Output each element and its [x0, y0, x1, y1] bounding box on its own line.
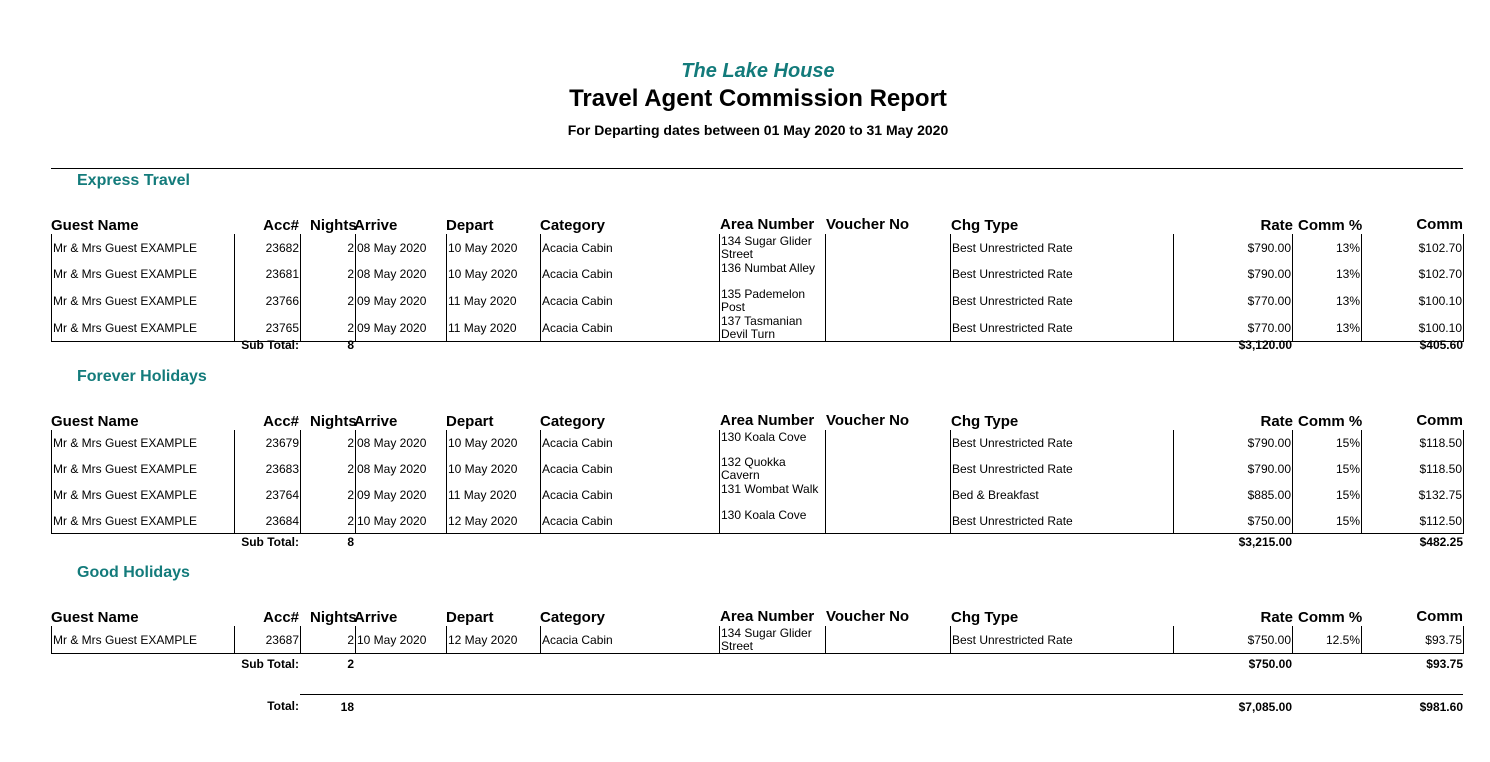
cell-category: Acacia Cabin — [541, 455, 720, 482]
cell-nights: 2 — [301, 314, 356, 342]
cell-nights: 2 — [301, 234, 356, 261]
column-header-acc: Acc# — [263, 413, 299, 430]
cell-voucher — [826, 626, 951, 654]
cell-rate: $750.00 — [1174, 626, 1293, 654]
cell-rate: $790.00 — [1174, 234, 1293, 261]
cell-guest: Mr & Mrs Guest EXAMPLE — [53, 267, 198, 281]
column-header-category: Category — [540, 217, 606, 234]
table-row — [52, 482, 1464, 508]
column-header-chg: Chg Type — [951, 413, 1019, 430]
cell-guest: Mr & Mrs Guest EXAMPLE — [53, 488, 198, 502]
cell-nights: 2 — [301, 626, 356, 654]
table-row — [52, 508, 1464, 534]
cell-voucher — [826, 508, 951, 534]
table-row — [52, 626, 1464, 654]
commission-table — [51, 430, 1464, 534]
column-header-guest: Guest Name — [51, 217, 139, 234]
cell-rate: $750.00 — [1174, 508, 1293, 534]
cell-category: Acacia Cabin — [541, 430, 720, 455]
cell-chg: Best Unrestricted Rate — [951, 314, 1174, 342]
subtotal-rate: $3,215.00 — [1238, 535, 1292, 549]
column-header-rate: Rate — [1260, 217, 1293, 234]
cell-arrive: 08 May 2020 — [356, 430, 447, 455]
cell-comm-pct: 15% — [1293, 430, 1362, 455]
cell-category: Acacia Cabin — [541, 287, 720, 314]
cell-comm: $100.10 — [1362, 287, 1464, 314]
cell-arrive: 09 May 2020 — [356, 482, 447, 508]
cell-acc: 23684 — [235, 508, 301, 534]
cell-comm-pct: 13% — [1293, 314, 1362, 342]
table-row — [52, 234, 1464, 261]
column-header-category: Category — [540, 413, 606, 430]
cell-rate: $770.00 — [1174, 287, 1293, 314]
cell-depart: 11 May 2020 — [447, 482, 541, 508]
cell-chg: Bed & Breakfast — [951, 482, 1174, 508]
cell-nights: 2 — [301, 287, 356, 314]
cell-comm-pct: 15% — [1293, 508, 1362, 534]
column-header-acc: Acc# — [263, 609, 299, 626]
cell-comm: $102.70 — [1362, 234, 1464, 261]
column-header-category: Category — [540, 609, 606, 626]
cell-guest: Mr & Mrs Guest EXAMPLE — [53, 461, 198, 476]
cell-area: 130 Koala Cove — [720, 508, 826, 534]
cell-voucher — [826, 482, 951, 508]
cell-comm: $118.50 — [1362, 455, 1464, 482]
column-header-depart: Depart — [446, 609, 494, 626]
column-header-arrive: Arrive — [354, 217, 398, 234]
column-header-guest: Guest Name — [51, 413, 139, 430]
cell-category: Acacia Cabin — [541, 314, 720, 342]
cell-arrive: 10 May 2020 — [356, 508, 447, 534]
cell-depart: 11 May 2020 — [447, 314, 541, 342]
cell-arrive: 09 May 2020 — [356, 314, 447, 342]
cell-nights: 2 — [301, 261, 356, 287]
cell-voucher — [826, 287, 951, 314]
cell-chg: Best Unrestricted Rate — [951, 261, 1174, 287]
column-header-nights: Nights — [310, 413, 357, 430]
column-header-voucher: Voucher No — [826, 608, 910, 625]
cell-guest: Mr & Mrs Guest EXAMPLE — [53, 435, 198, 450]
cell-area: 131 Wombat Walk — [720, 482, 826, 508]
subtotal-label: Sub Total: — [241, 338, 299, 352]
table-row — [52, 287, 1464, 314]
cell-chg: Best Unrestricted Rate — [951, 626, 1174, 654]
cell-voucher — [826, 314, 951, 342]
table-row — [52, 261, 1464, 287]
cell-depart: 12 May 2020 — [447, 626, 541, 654]
cell-guest: Mr & Mrs Guest EXAMPLE — [52, 314, 235, 342]
subtotal-nights: 8 — [347, 338, 354, 352]
cell-guest: Mr & Mrs Guest EXAMPLE — [52, 508, 235, 534]
cell-chg: Best Unrestricted Rate — [951, 508, 1174, 534]
cell-guest: Mr & Mrs Guest EXAMPLE — [53, 293, 198, 308]
column-header-acc: Acc# — [263, 217, 299, 234]
cell-rate: $770.00 — [1174, 314, 1293, 342]
cell-area: 135 Pademelon Post — [720, 287, 826, 314]
cell-depart: 10 May 2020 — [447, 234, 541, 261]
table-row — [52, 430, 1464, 455]
column-header-nights: Nights — [310, 217, 357, 234]
column-header-voucher: Voucher No — [826, 412, 910, 429]
cell-comm: $100.10 — [1362, 314, 1464, 342]
cell-comm-pct: 12.5% — [1293, 626, 1362, 654]
column-header-depart: Depart — [446, 217, 494, 234]
cell-area: 130 Koala Cove — [720, 430, 826, 455]
column-header-guest: Guest Name — [51, 609, 139, 626]
cell-guest: Mr & Mrs Guest EXAMPLE — [53, 240, 198, 255]
cell-depart: 10 May 2020 — [447, 261, 541, 287]
total-rate: $7,085.00 — [1238, 700, 1292, 714]
subtotal-comm: $482.25 — [1419, 535, 1463, 549]
cell-voucher — [826, 261, 951, 287]
cell-arrive: 08 May 2020 — [356, 234, 447, 261]
agent-name: Forever Holidays — [77, 368, 207, 385]
subtotal-label: Sub Total: — [241, 535, 299, 549]
subtotal-label: Sub Total: — [241, 657, 299, 671]
cell-comm-pct: 15% — [1293, 455, 1362, 482]
commission-table — [51, 234, 1464, 342]
cell-chg: Best Unrestricted Rate — [951, 287, 1174, 314]
cell-category: Acacia Cabin — [541, 626, 720, 654]
cell-acc: 23687 — [235, 626, 301, 654]
cell-category: Acacia Cabin — [541, 508, 720, 534]
cell-area: 134 Sugar Glider Street — [720, 234, 826, 261]
cell-acc: 23679 — [235, 430, 301, 455]
cell-comm-pct: 15% — [1293, 482, 1362, 508]
report-title: Travel Agent Commission Report — [569, 85, 947, 112]
column-header-depart: Depart — [446, 413, 494, 430]
cell-arrive: 09 May 2020 — [356, 287, 447, 314]
column-header-area: Area Number — [720, 216, 815, 233]
subtotal-comm: $405.60 — [1419, 338, 1463, 352]
cell-arrive: 08 May 2020 — [356, 455, 447, 482]
cell-category: Acacia Cabin — [541, 261, 720, 287]
subtotal-rate: $750.00 — [1248, 657, 1292, 671]
column-header-voucher: Voucher No — [826, 216, 910, 233]
total-nights: 18 — [340, 700, 354, 714]
cell-rate: $790.00 — [1174, 261, 1293, 287]
commission-table — [51, 626, 1464, 654]
cell-comm-pct: 13% — [1293, 287, 1362, 314]
cell-acc: 23764 — [235, 482, 301, 508]
cell-nights: 2 — [301, 482, 356, 508]
column-header-comm: Comm — [1416, 608, 1463, 625]
header-divider — [51, 168, 1463, 169]
total-divider — [300, 694, 1463, 695]
cell-acc: 23683 — [235, 455, 301, 482]
column-header-arrive: Arrive — [354, 609, 398, 626]
cell-area: 137 Tasmanian Devil Turn — [720, 314, 826, 342]
cell-chg: Best Unrestricted Rate — [951, 234, 1174, 261]
cell-voucher — [826, 234, 951, 261]
cell-rate: $885.00 — [1174, 482, 1293, 508]
total-label: Total: — [267, 699, 299, 713]
column-header-rate: Rate — [1260, 413, 1293, 430]
cell-guest: Mr & Mrs Guest EXAMPLE — [52, 626, 235, 654]
cell-area: 136 Numbat Alley — [720, 261, 826, 287]
report-subtitle: For Departing dates between 01 May 2020 to 31 May 2020 — [567, 122, 949, 138]
cell-arrive: 08 May 2020 — [356, 261, 447, 287]
subtotal-nights: 2 — [347, 657, 354, 671]
column-header-comm: Comm — [1416, 216, 1463, 233]
agent-name: Good Holidays — [77, 564, 190, 581]
cell-depart: 12 May 2020 — [447, 508, 541, 534]
cell-acc: 23682 — [235, 234, 301, 261]
subtotal-comm: $93.75 — [1426, 657, 1463, 671]
column-header-comm: Comm — [1416, 412, 1463, 429]
cell-depart: 11 May 2020 — [447, 287, 541, 314]
cell-nights: 2 — [301, 455, 356, 482]
subtotal-rate: $3,120.00 — [1238, 338, 1292, 352]
cell-area: 132 Quokka Cavern — [720, 455, 826, 482]
cell-comm: $102.70 — [1362, 261, 1464, 287]
cell-depart: 10 May 2020 — [447, 455, 541, 482]
column-header-nights: Nights — [310, 609, 357, 626]
cell-rate: $790.00 — [1174, 455, 1293, 482]
column-header-chg: Chg Type — [951, 217, 1019, 234]
total-comm: $981.60 — [1419, 700, 1463, 714]
cell-category: Acacia Cabin — [541, 482, 720, 508]
subtotal-nights: 8 — [347, 535, 354, 549]
cell-nights: 2 — [301, 430, 356, 455]
cell-comm: $93.75 — [1362, 626, 1464, 654]
cell-chg: Best Unrestricted Rate — [951, 455, 1174, 482]
agent-name: Express Travel — [77, 172, 190, 189]
cell-acc: 23765 — [235, 314, 301, 342]
cell-rate: $790.00 — [1174, 430, 1293, 455]
column-header-comm-pct: Comm % — [1298, 217, 1363, 234]
cell-chg: Best Unrestricted Rate — [951, 430, 1174, 455]
cell-comm: $132.75 — [1362, 482, 1464, 508]
cell-acc: 23681 — [235, 261, 301, 287]
column-header-rate: Rate — [1260, 609, 1293, 626]
cell-comm: $112.50 — [1362, 508, 1464, 534]
cell-comm: $118.50 — [1362, 430, 1464, 455]
cell-acc: 23766 — [235, 287, 301, 314]
cell-depart: 10 May 2020 — [447, 430, 541, 455]
table-row — [52, 455, 1464, 482]
cell-comm-pct: 13% — [1293, 234, 1362, 261]
property-name: The Lake House — [681, 60, 835, 82]
column-header-comm-pct: Comm % — [1298, 609, 1363, 626]
cell-voucher — [826, 455, 951, 482]
cell-category: Acacia Cabin — [541, 234, 720, 261]
column-header-area: Area Number — [720, 608, 815, 625]
cell-area: 134 Sugar Glider Street — [720, 626, 826, 654]
cell-arrive: 10 May 2020 — [356, 626, 447, 654]
cell-voucher — [826, 430, 951, 455]
column-header-arrive: Arrive — [354, 413, 398, 430]
column-header-area: Area Number — [720, 412, 815, 429]
cell-nights: 2 — [301, 508, 356, 534]
column-header-chg: Chg Type — [951, 609, 1019, 626]
column-header-comm-pct: Comm % — [1298, 413, 1363, 430]
cell-comm-pct: 13% — [1293, 261, 1362, 287]
